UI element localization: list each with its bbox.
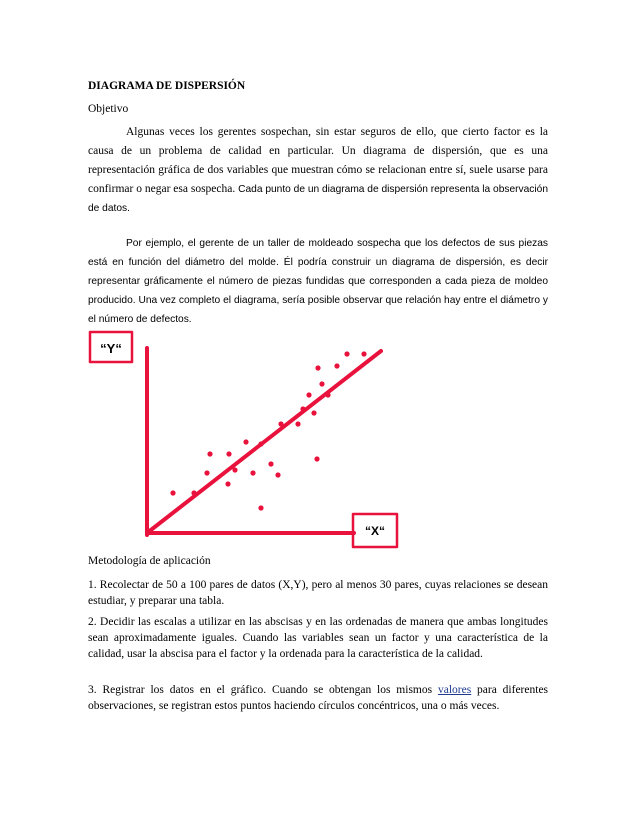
x-axis-label: “X“ bbox=[364, 524, 386, 538]
scatter-dot bbox=[319, 381, 324, 386]
scatter-dot bbox=[278, 421, 283, 426]
scatter-dot bbox=[268, 461, 273, 466]
scatter-dot bbox=[361, 351, 366, 356]
scatter-diagram-illustration bbox=[88, 328, 418, 550]
scatter-dot bbox=[314, 456, 319, 461]
y-axis-label: “Y“ bbox=[100, 341, 122, 356]
scatter-dot bbox=[225, 481, 230, 486]
step-3-text-before: 3. Registrar los datos en el gráfico. Cuando se obtengan los mismos bbox=[88, 684, 433, 696]
scatter-dot bbox=[311, 410, 316, 415]
scatter-dot bbox=[258, 441, 263, 446]
scatter-dot bbox=[275, 472, 280, 477]
paragraph-intro-tail: Cada punto de un diagrama de dispersión representa la observación de datos. bbox=[88, 184, 548, 214]
document-title: DIAGRAMA DE DISPERSIÓN bbox=[88, 80, 246, 92]
scatter-dot bbox=[191, 490, 196, 495]
scatter-dot bbox=[207, 451, 212, 456]
scatter-dot bbox=[334, 363, 339, 368]
scatter-dot bbox=[204, 470, 209, 475]
scatter-dot bbox=[344, 351, 349, 356]
scatter-dot bbox=[295, 421, 300, 426]
trend-line bbox=[147, 351, 381, 533]
valores-link[interactable]: valores bbox=[437, 684, 472, 696]
scatter-dot bbox=[232, 467, 237, 472]
step-3 bbox=[88, 682, 548, 714]
step-3-text-after: para diferentes observaciones, se registran estos puntos haciendo círculos concéntricos, una o más veces. bbox=[88, 684, 549, 712]
paragraph-intro-main: Algunas veces los gerentes sospechan, sin estar seguros de ello, que cierto factor es la causa de un problema de calidad en particular. Un diagrama de dispersión, que es una representación gráfica de dos variables que muestran cómo se relacionan entre sí, suele usarse para confirmar o negar esa sospecha. bbox=[88, 126, 548, 195]
scatter-dot bbox=[300, 406, 305, 411]
paragraph-example: Por ejemplo, el gerente de un taller de moldeado sospecha que los defectos de sus piezas está en función del diámetro del molde. Él podría construir un diagrama de dispersión, es decir representar gráficamente el número de piezas fundidas que corresponden a cada pieza de moldeo producido. Una vez completo el diagrama, sería posible observar que relación hay entre el diámetro y el número de defectos. bbox=[88, 238, 548, 325]
scatter-dot bbox=[258, 505, 263, 510]
scatter-dot bbox=[315, 365, 320, 370]
scatter-dot bbox=[226, 451, 231, 456]
scatter-dot bbox=[243, 439, 248, 444]
scatter-dot bbox=[306, 392, 311, 397]
scatter-dot bbox=[250, 470, 255, 475]
step-2: 2. Decidir las escalas a utilizar en las abscisas y en las ordenadas de manera que ambas longitudes sean aproximadamente iguales. Cuando las variables sean un factor y una característica de la calidad, usar la abscisa para el factor y la ordenada para la característica de la calidad. bbox=[88, 616, 548, 660]
scatter-dot bbox=[325, 392, 330, 397]
paragraph-intro bbox=[88, 123, 548, 218]
step-1: 1. Recolectar de 50 a 100 pares de datos (X,Y), pero al menos 30 pares, cuyas relaciones se desean estudiar, y preparar una tabla. bbox=[88, 579, 548, 607]
objective-heading: Objetivo bbox=[88, 103, 129, 115]
scatter-dot bbox=[170, 490, 175, 495]
methodology-heading: Metodología de aplicación bbox=[88, 555, 211, 567]
